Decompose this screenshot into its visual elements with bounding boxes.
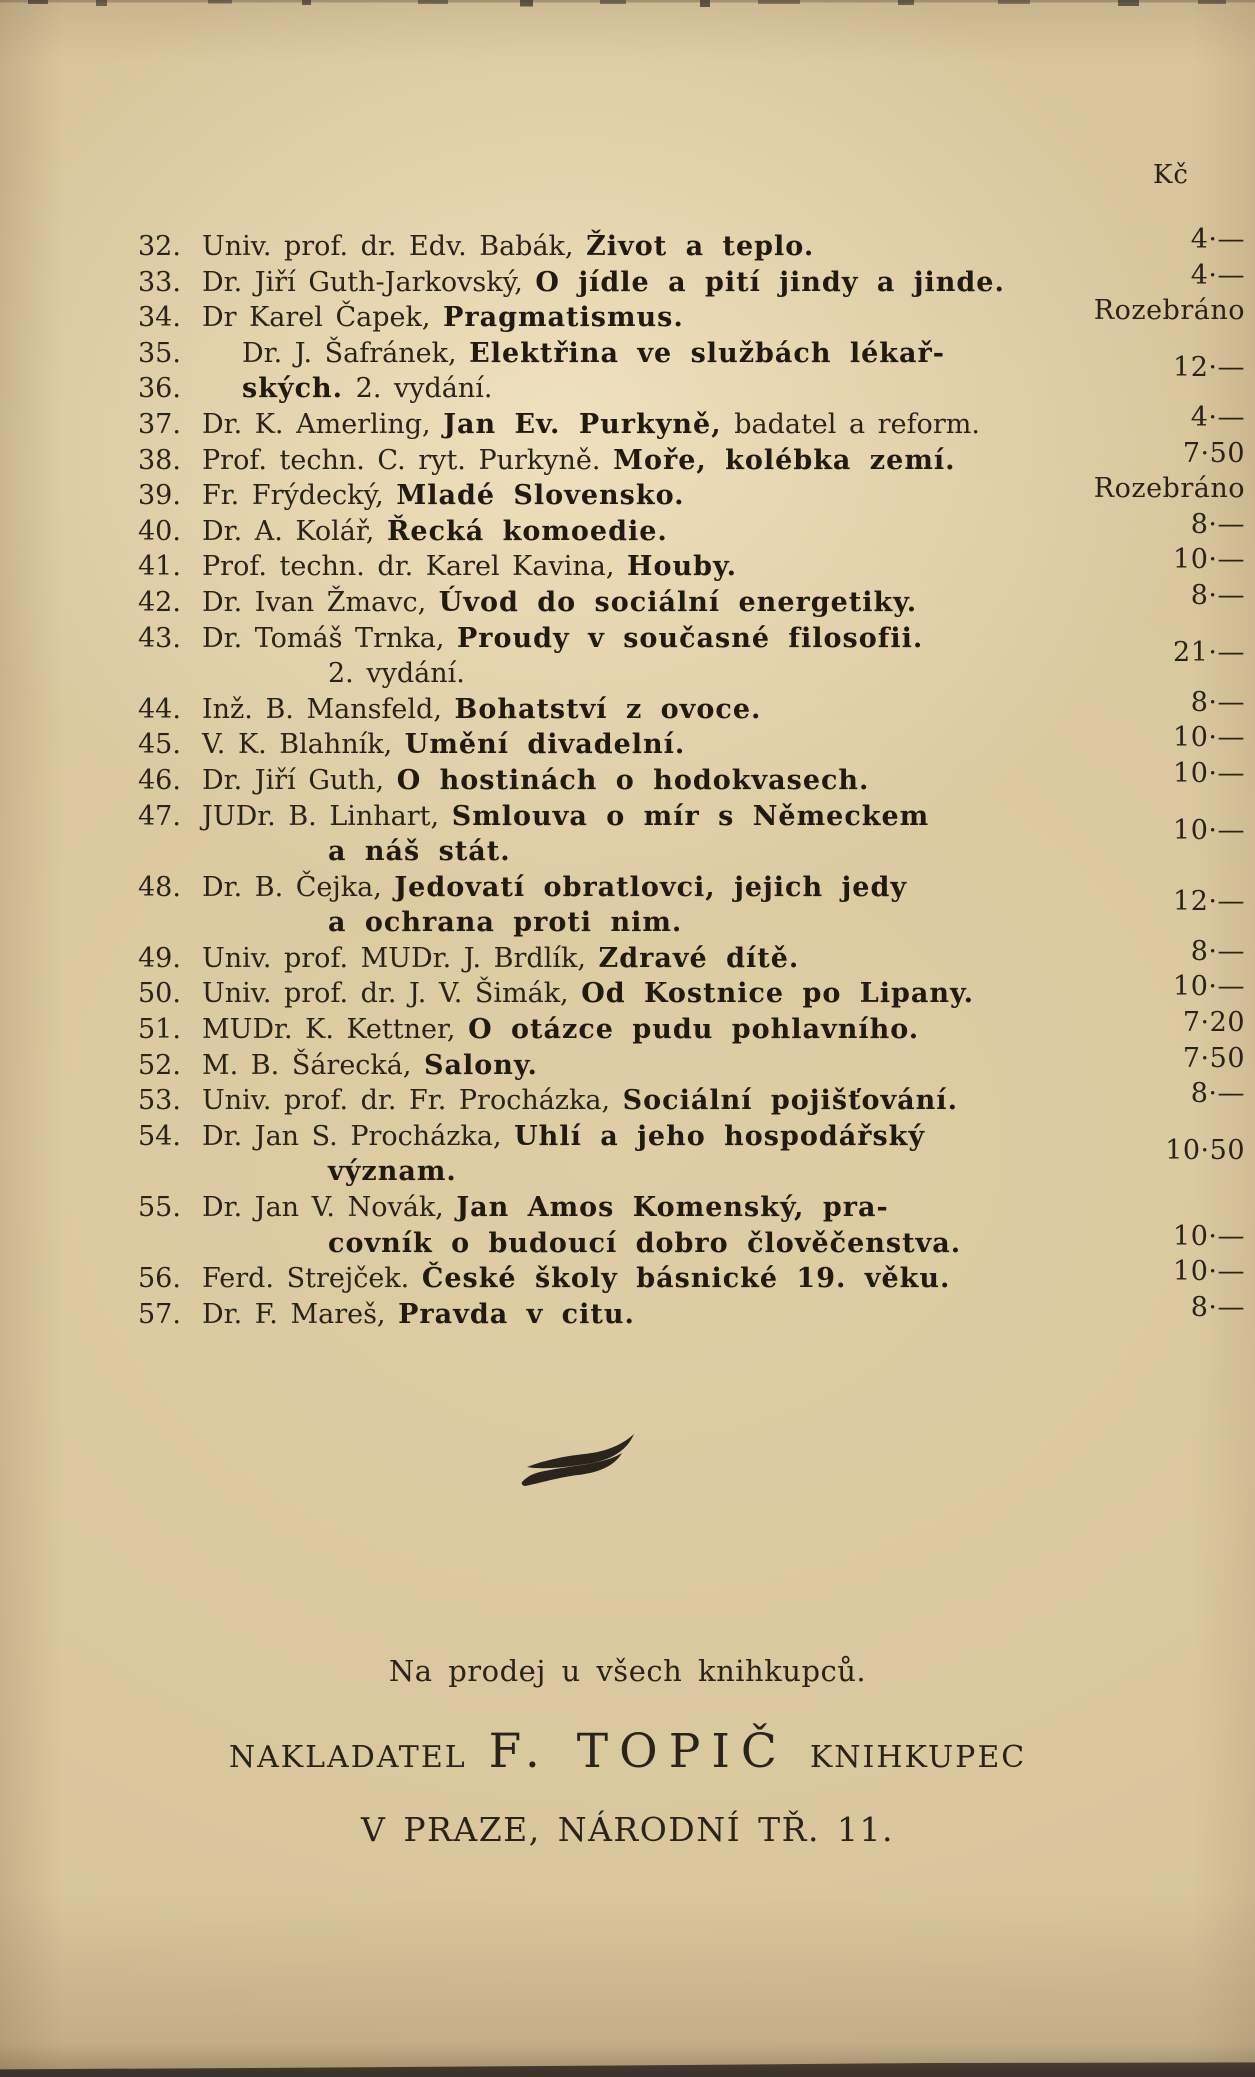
- item-number: 32.: [138, 231, 181, 262]
- item-price: 7·20: [1182, 1007, 1245, 1039]
- item-price: 4·—: [1190, 224, 1245, 255]
- item-number: 43.: [138, 622, 181, 654]
- item-text: [202, 587, 917, 618]
- item-text: [328, 1156, 457, 1187]
- publisher-address: V PRAZE, NÁRODNÍ TŘ. 11.: [361, 1810, 894, 1849]
- book-title: Moře, kolébka zemí.: [613, 444, 956, 476]
- author-text: Inž. B. Mansfeld,: [202, 693, 455, 725]
- book-title: Mladé Slovensko.: [396, 480, 685, 512]
- item-text: [328, 1228, 961, 1259]
- list-item: [138, 935, 1245, 977]
- item-text: [202, 623, 923, 654]
- list-item: [138, 799, 1245, 835]
- author-text: Univ. prof. dr. J. V. Šimák,: [202, 978, 582, 1010]
- item-number: 47.: [138, 800, 181, 832]
- item-price: 8·—: [1190, 1291, 1245, 1323]
- book-title: Řecká komoedie.: [386, 515, 668, 547]
- item-text: [202, 1299, 635, 1330]
- author-text: V. K. Blahník,: [202, 729, 405, 761]
- list-item: [138, 1190, 1245, 1226]
- author-text: Univ. prof. MUDr. J. Brdlík,: [202, 942, 599, 974]
- book-title: a náš stát.: [328, 836, 511, 868]
- item-number: 42.: [138, 586, 181, 618]
- book-title: význam.: [328, 1156, 457, 1188]
- list-item: [138, 971, 1245, 1012]
- book-title: Jan Ev. Purkyně,: [443, 408, 722, 440]
- book-title: O hostinách o hodokvasech.: [396, 764, 870, 796]
- publisher-name: F. TOPIČ: [488, 1724, 788, 1779]
- item-text: [202, 1192, 889, 1223]
- item-number: 48.: [138, 871, 181, 903]
- book-title: Bohatství z ovoce.: [454, 693, 762, 725]
- item-number: 55.: [138, 1192, 181, 1224]
- book-title: Smlouva o mír s Německem: [451, 800, 930, 832]
- list-item: [138, 544, 1245, 585]
- list-item: [138, 579, 1245, 621]
- page-top-edge: [0, 0, 1255, 12]
- book-title: Pragmatismus.: [443, 302, 684, 334]
- book-title: Sociální pojišťování.: [622, 1085, 958, 1117]
- item-number: 33.: [138, 266, 181, 298]
- item-text: [202, 872, 907, 903]
- item-text: [202, 302, 684, 333]
- item-price: 10·50: [1165, 1135, 1245, 1167]
- item-price: 10·—: [1173, 971, 1245, 1003]
- list-item: [138, 1119, 1245, 1155]
- item-text: [202, 694, 761, 725]
- author-text: Dr. K. Amerling,: [202, 408, 444, 440]
- item-text: [202, 1263, 950, 1294]
- book-title: Zdravé dítě.: [598, 942, 800, 974]
- item-number: 50.: [138, 978, 181, 1010]
- list-item: [138, 473, 1245, 514]
- author-text: Prof. techn. C. ryt. Purkyně.: [202, 444, 614, 476]
- item-price: 7·50: [1182, 1042, 1245, 1074]
- item-price: Rozebráno: [1093, 295, 1245, 327]
- book-title: ských.: [242, 373, 344, 405]
- list-item: [138, 1256, 1245, 1297]
- author-text: Dr. B. Čejka,: [202, 871, 395, 903]
- book-title: Pravda v citu.: [398, 1298, 635, 1330]
- author-text: JUDr. B. Linhart,: [202, 800, 452, 832]
- book-title: covník o budoucí dobro člověčenstva.: [328, 1227, 962, 1259]
- item-price: 8·—: [1190, 508, 1245, 540]
- author-text: Dr. Jiří Guth,: [202, 764, 397, 796]
- author-text: Dr. Jan V. Novák,: [202, 1192, 457, 1224]
- item-number: 44.: [138, 693, 181, 725]
- item-text: [202, 729, 685, 760]
- item-number: 54.: [138, 1120, 181, 1152]
- sale-note: Na prodej u všech knihkupců.: [388, 1654, 867, 1688]
- item-text: [202, 1050, 538, 1081]
- book-title: Salony.: [424, 1049, 538, 1081]
- list-item: [138, 1220, 1245, 1262]
- item-number: 57.: [138, 1298, 181, 1330]
- item-text: [202, 516, 668, 547]
- author-text: 2. vydání.: [328, 658, 465, 690]
- item-text: [202, 765, 869, 796]
- item-number: 49.: [138, 942, 181, 974]
- list-item: [138, 295, 1245, 336]
- item-text: [202, 1014, 919, 1045]
- book-title: a ochrana proti nim.: [328, 907, 683, 939]
- author-text: Ferd. Strejček.: [202, 1263, 422, 1295]
- list-item: [138, 1291, 1245, 1333]
- item-number: 39.: [138, 480, 181, 512]
- author-text: MUDr. K. Kettner,: [202, 1014, 469, 1046]
- item-price: 10·—: [1173, 544, 1245, 576]
- item-text: [202, 978, 974, 1009]
- item-text: [328, 836, 511, 867]
- book-title: Proudy v současné filosofii.: [457, 622, 924, 654]
- item-price: 10·—: [1173, 757, 1245, 789]
- item-price: Rozebráno: [1093, 473, 1245, 505]
- book-title: Houby.: [627, 551, 738, 583]
- book-title: Uhlí a jeho hospodářský: [514, 1120, 926, 1152]
- item-price: 21·—: [1173, 637, 1245, 669]
- list-item: [138, 1042, 1245, 1084]
- publisher-line: [0, 1724, 1255, 1779]
- item-price: 8·—: [1190, 579, 1245, 611]
- list-item: [138, 401, 1245, 443]
- item-text: [202, 1121, 925, 1152]
- author-text: Univ. prof. dr. Fr. Procházka,: [202, 1085, 623, 1117]
- item-price: 10·—: [1173, 1220, 1245, 1252]
- author-text: Fr. Frýdecký,: [202, 480, 397, 512]
- author-text: Dr. F. Mareš,: [202, 1298, 399, 1330]
- item-text: [202, 480, 685, 511]
- item-price: 4·—: [1190, 259, 1245, 291]
- item-price: 8·—: [1190, 935, 1245, 967]
- list-item: [138, 621, 1245, 657]
- item-price: 10·—: [1173, 815, 1245, 847]
- book-title: Úvod do sociální energetiky.: [438, 586, 918, 618]
- item-price: 12·—: [1173, 352, 1245, 384]
- item-number: 38.: [138, 444, 181, 476]
- item-number: 36.: [138, 373, 181, 405]
- item-text: [202, 1085, 958, 1116]
- author-text: M. B. Šárecká,: [202, 1049, 425, 1081]
- book-title: Umění divadelní.: [404, 729, 686, 761]
- item-text: [242, 373, 493, 404]
- list-item: [138, 1007, 1245, 1048]
- author-text: Dr. Jan S. Procházka,: [202, 1120, 515, 1152]
- list-item: [138, 224, 1245, 265]
- item-number: 51.: [138, 1014, 181, 1046]
- item-text: [202, 267, 1005, 298]
- book-list: [138, 224, 1245, 1332]
- list-item: [138, 259, 1245, 301]
- item-number: 37.: [138, 408, 181, 440]
- author-text: Prof. techn. dr. Karel Kavina,: [202, 551, 627, 583]
- book-title: České školy básnické 19. věku.: [421, 1263, 951, 1295]
- item-price: 8·—: [1190, 686, 1245, 718]
- item-number: 46.: [138, 764, 181, 796]
- item-number: 56.: [138, 1263, 181, 1295]
- list-item: [138, 1078, 1245, 1119]
- item-text: [328, 907, 682, 938]
- author-text: Dr. J. Šafránek,: [242, 337, 470, 369]
- book-title: O otázce pudu pohlavního.: [468, 1014, 920, 1046]
- item-number: 34.: [138, 302, 181, 334]
- item-text: [328, 658, 465, 689]
- book-title: Jan Amos Komenský, pra-: [456, 1192, 889, 1224]
- author-text: Dr. A. Kolář,: [202, 515, 387, 547]
- edition-text: 2. vydání.: [343, 373, 493, 405]
- author-text: Univ. prof. dr. Edv. Babák,: [202, 231, 587, 262]
- book-title: Elektřina ve službách lékař-: [469, 337, 945, 369]
- book-title: Jedovatí obratlovci, jejich jedy: [394, 871, 908, 903]
- item-number: 40.: [138, 515, 181, 547]
- edition-text: badatel a reform.: [721, 408, 980, 440]
- list-item: [138, 508, 1245, 550]
- item-text: [242, 338, 945, 369]
- list-item: [138, 870, 1245, 906]
- list-item: [138, 722, 1245, 763]
- book-title: Život a teplo.: [586, 231, 815, 262]
- item-number: 53.: [138, 1085, 181, 1117]
- book-title: O jídle a pití jindy a jinde.: [535, 266, 1005, 298]
- item-number: 35.: [138, 337, 181, 369]
- item-text: [202, 409, 980, 440]
- author-text: Dr. Ivan Žmavc,: [202, 586, 439, 618]
- author-text: Dr Karel Čapek,: [202, 302, 444, 334]
- book-title: Od Kostnice po Lipany.: [581, 978, 974, 1010]
- item-price: 8·—: [1190, 1078, 1245, 1110]
- list-item: [138, 336, 1245, 372]
- list-item: [138, 757, 1245, 799]
- item-text: [202, 231, 814, 262]
- item-price: 10·—: [1173, 722, 1245, 754]
- currency-header: Kč: [1153, 160, 1189, 190]
- author-text: Dr. Tomáš Trnka,: [202, 622, 457, 654]
- item-price: 12·—: [1173, 886, 1245, 918]
- item-price: 7·50: [1182, 437, 1245, 469]
- author-text: Dr. Jiří Guth-Jarkovský,: [202, 266, 536, 298]
- item-text: [202, 801, 929, 832]
- list-item: [138, 437, 1245, 479]
- item-text: [202, 943, 799, 974]
- list-item: [138, 686, 1245, 728]
- item-price: 10·—: [1173, 1256, 1245, 1288]
- flourish-ornament-icon: [518, 1432, 640, 1498]
- item-price: 4·—: [1190, 401, 1245, 433]
- item-text: [202, 551, 737, 582]
- publisher-suffix: KNIHKUPEC: [809, 1740, 1027, 1775]
- item-text: [202, 445, 956, 476]
- publisher-prefix: NAKLADATEL: [228, 1740, 467, 1775]
- item-number: 45.: [138, 729, 181, 761]
- item-number: 41.: [138, 551, 181, 583]
- item-number: 52.: [138, 1049, 181, 1081]
